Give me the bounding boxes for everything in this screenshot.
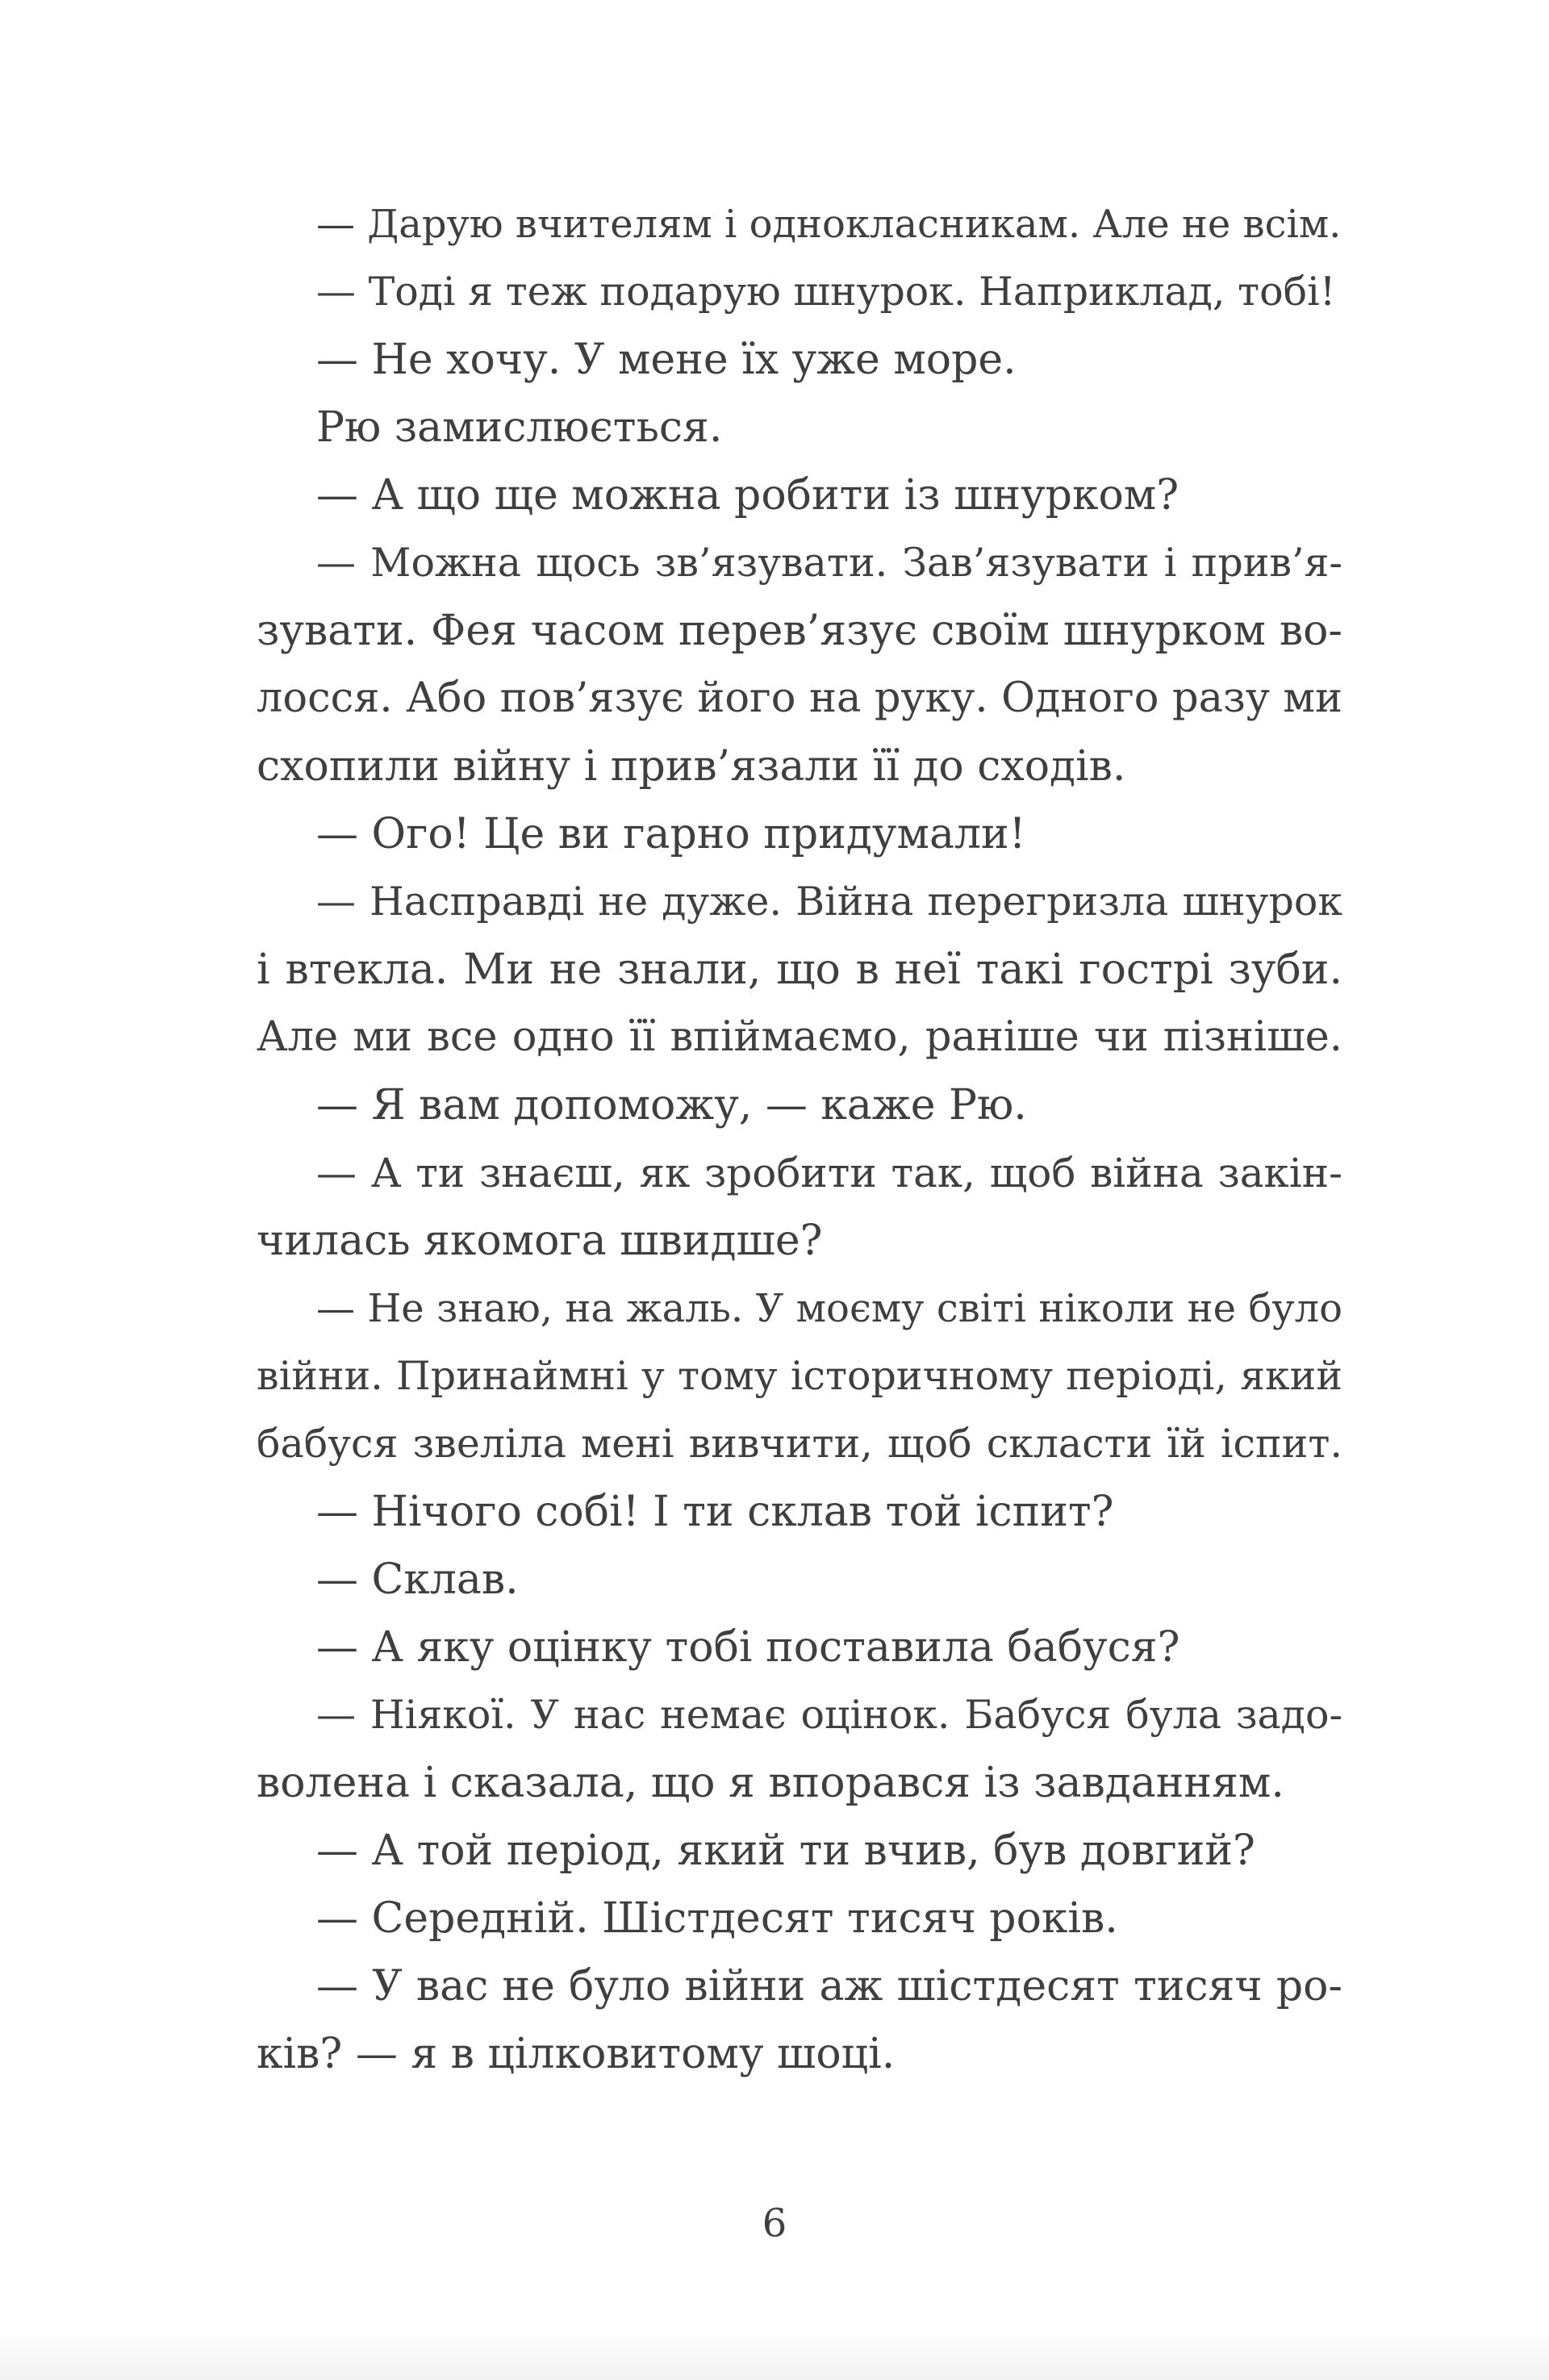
text-line: — У вас не було війни аж шістдесят тисяч ро- [316, 1962, 1342, 2010]
text-line: схопили війну і прив’язали її до сходів. [257, 742, 1126, 791]
text-line: — Не хочу. У мене їх уже море. [316, 336, 1017, 384]
text-line: — Тоді я теж подарую шнурок. Наприклад, тобі! [316, 269, 1336, 315]
text-line: — Склав. [316, 1555, 519, 1604]
text-line: — А яку оцінку тобі поставила бабуся? [316, 1623, 1180, 1672]
text-line: — Не знаю, на жаль. У моєму світі ніколи не було [316, 1286, 1342, 1331]
text-line: — Я вам допоможу, — каже Рю. [316, 1081, 1027, 1129]
text-line: Рю замислюється. [316, 403, 723, 452]
text-line: — А ти знаєш, як зробити так, щоб війна закін- [316, 1150, 1342, 1196]
text-line: — А той період, який ти вчив, був довгий? [316, 1827, 1255, 1875]
text-line: чилась якомога швидше? [257, 1217, 823, 1265]
text-line: — Можна щось зв’язувати. Зав’язувати і прив’я- [316, 540, 1342, 586]
text-line: Але ми все одно її впіймаємо, раніше чи пізніше. [257, 1013, 1342, 1061]
text-line: бабуся звеліла мені вивчити, щоб скласти їй іспит. [257, 1421, 1342, 1467]
text-line: — Ого! Це ви гарно придумали! [316, 810, 1026, 858]
page-number: 6 [762, 2201, 787, 2246]
text-line: ків? — я в цілковитому шоці. [257, 2030, 896, 2078]
text-line: — Дарую вчителям і однокласникам. Але не всім. [316, 202, 1342, 247]
text-line: — А що ще можна робити із шнурком? [316, 471, 1179, 520]
text-line: — Насправді не дуже. Війна перегризла шнурок [316, 879, 1342, 925]
text-line: зувати. Фея часом перев’язує своїм шнурком во- [257, 607, 1342, 655]
text-line: лосся. Або пов’язує його на руку. Одного разу ми [257, 674, 1342, 722]
text-line: і втекла. Ми не знали, що в неї такі гострі зуби. [257, 946, 1342, 994]
body-text [257, 190, 1342, 2088]
text-line: — Нічого собі! І ти склав той іспит? [316, 1488, 1114, 1536]
text-line: війни. Принаймні у тому історичному періоді, який [257, 1353, 1342, 1399]
text-line: — Ніякої. У нас немає оцінок. Бабуся була задо- [316, 1692, 1342, 1738]
text-line: — Середній. Шістдесят тисяч років. [316, 1894, 1118, 1943]
text-line: волена і сказала, що я впорався із завданням. [257, 1759, 1284, 1807]
